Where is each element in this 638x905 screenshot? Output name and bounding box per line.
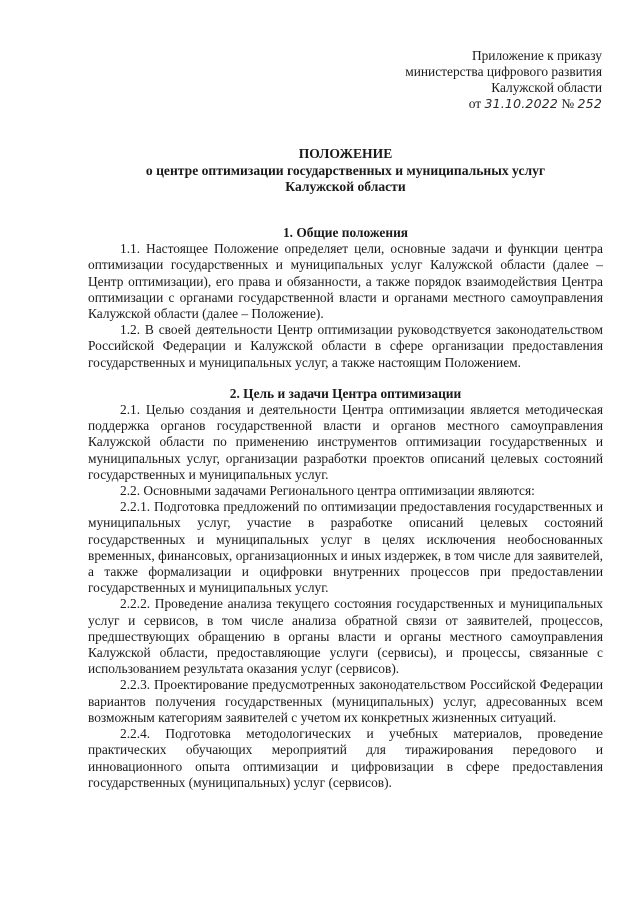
paragraph-2-2-2: 2.2.2. Проведение анализа текущего состояния государственных и муниципальных услуг и сервисов, в том числе анализа обратной связи от заявителей, процессов, предшествующих обращению в органы власти и органы местного самоуправления Калужской области, предоставляющие услуги (сервисы), и процессы, связанные с использованием результата оказания услуг (сервисов). xyxy=(88,596,603,677)
paragraph-1-2: 1.2. В своей деятельности Центр оптимизации руководствуется законодательством Российской Федерации и Калужской области в сфере организации предоставления государственных и муниципальных услуг, а также настоящим Положением. xyxy=(88,322,603,370)
appendix-header xyxy=(380,48,602,112)
header-line-2: министерства цифрового развития xyxy=(405,64,602,79)
from-label: от xyxy=(468,96,482,111)
handwritten-number: 252 xyxy=(577,96,602,111)
section-2-heading: 2. Цель и задачи Центра оптимизации xyxy=(229,385,462,401)
document-title xyxy=(88,146,603,196)
section-spacer xyxy=(88,371,603,386)
number-label: № xyxy=(561,96,575,111)
header-line-1: Приложение к приказу xyxy=(471,48,602,63)
section-1-heading: 1. Общие положения xyxy=(282,225,409,240)
paragraph-2-2: 2.2. Основными задачами Регионального центра оптимизации являются: xyxy=(120,483,535,499)
title-line-1: ПОЛОЖЕНИЕ xyxy=(298,146,393,161)
order-date-number xyxy=(380,96,602,112)
paragraph-2-1: 2.1. Целью создания и деятельности Центра оптимизации является методическая поддержка органов государственной власти и органов местного самоуправления Калужской области по применению инструментов оптимизации государственных и муниципальных услуг, организации разработки проектов описаний целевых состояний государственных и муниципальных услуг. xyxy=(88,402,603,482)
title-line-2: о центре оптимизации государственных и муниципальных услуг xyxy=(145,162,546,178)
document-body xyxy=(88,225,603,791)
handwritten-date: 31.10.2022 xyxy=(484,96,559,111)
header-line-3: Калужской области xyxy=(491,80,602,95)
paragraph-1-1: 1.1. Настоящее Положение определяет цели, основные задачи и функции центра оптимизации государственных и муниципальных услуг Калужской области (далее – Центр оптимизации), его права и обязанности, а также порядок взаимодействия Центра оптимизации с органами государственной власти и органами местного самоуправления Калужской области (далее – Положение). xyxy=(88,241,603,322)
paragraph-2-2-3: 2.2.3. Проектирование предусмотренных законодательством Российской Федерации вариантов получения государственных (муниципальных) услуг, адресованных всем возможным категориям заявителей с учетом их конкретных жизненных ситуаций. xyxy=(88,677,603,725)
paragraph-2-2-1: 2.2.1. Подготовка предложений по оптимизации предоставления государственных и муниципальных услуг, участие в разработке описаний целевых состояний государственных и муниципальных услуг в целях исключения необоснованных временных, финансовых, организационных и иных издержек, в том числе для заявителей, а также формализации и оцифровки внутренних процессов при предоставлении государственных и муниципальных услуг. xyxy=(88,499,603,596)
title-line-3: Калужской области xyxy=(285,179,406,194)
paragraph-2-2-4: 2.2.4. Подготовка методологических и учебных материалов, проведение практических обучающих мероприятий для тиражирования передового и инновационного опыта оптимизации и цифровизации в сфере предоставления государственных (муниципальных) услуг (сервисов). xyxy=(88,726,603,790)
